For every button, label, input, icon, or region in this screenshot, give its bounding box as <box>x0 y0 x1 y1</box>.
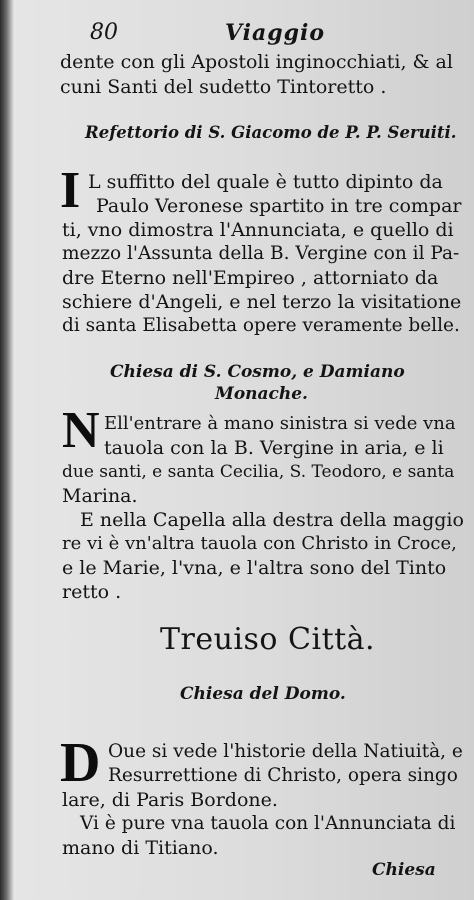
text-line: mano di Titiano. <box>62 837 219 859</box>
text-line: dre Eterno nell'Empireo , attorniato da <box>62 267 439 289</box>
text-line: Ell'entrare à mano sinistra si vede vna <box>104 413 456 434</box>
text-line: Paulo Veronese spartito in tre compar <box>96 195 462 217</box>
text-line: lare, di Paris Bordone. <box>62 789 278 811</box>
text-line: retto . <box>62 581 122 603</box>
page-header <box>90 20 450 50</box>
drop-cap: N <box>62 402 100 459</box>
section-heading: Chiesa di S. Cosmo, e Damiano <box>110 362 405 382</box>
text-line: e le Marie, l'vna, e l'altra sono del Tinto <box>62 557 447 579</box>
text-line: due santi, e santa Cecilia, S. Teodoro, e santa <box>62 462 455 482</box>
text-line: di santa Elisabetta opere veramente belle. <box>62 315 460 336</box>
city-title: Treuiso Città. <box>160 622 376 657</box>
text-line: L suffitto del quale è tutto dipinto da <box>88 171 443 193</box>
text-line: Oue si vede l'historie della Natiuità, e <box>108 741 463 762</box>
text-line: re vi è vn'altra tauola con Christo in Croce, <box>62 533 457 554</box>
catchword: Chiesa <box>372 860 436 880</box>
drop-cap: I <box>60 162 81 219</box>
section-heading: Refettorio di S. Giacomo de P. P. Seruiti. <box>85 123 457 142</box>
text-line: Marina. <box>62 485 138 507</box>
section-heading-line2: Monache. <box>215 384 308 404</box>
page-number: 80 <box>90 20 118 45</box>
running-title: Viaggio <box>225 20 326 46</box>
text-line: E nella Capella alla destra della maggio <box>80 509 464 531</box>
drop-cap: D <box>60 732 101 794</box>
text-line: ti, vno dimostra l'Annunciata, e quello di <box>62 219 454 241</box>
text-line: cuni Santi del sudetto Tintoretto . <box>60 76 387 98</box>
text-line: dente con gli Apostoli inginocchiati, & al <box>60 51 453 73</box>
text-line: tauola con la B. Vergine in aria, e li <box>104 437 444 459</box>
section-heading: Chiesa del Domo. <box>180 684 346 704</box>
text-line: Vi è pure vna tauola con l'Annunciata di <box>80 813 456 834</box>
text-line: Resurrettione di Christo, opera singo <box>108 765 458 786</box>
text-line: mezzo l'Assunta della B. Vergine con il Pa- <box>62 243 460 264</box>
text-line: schiere d'Angeli, e nel terzo la visitatione <box>62 291 462 313</box>
